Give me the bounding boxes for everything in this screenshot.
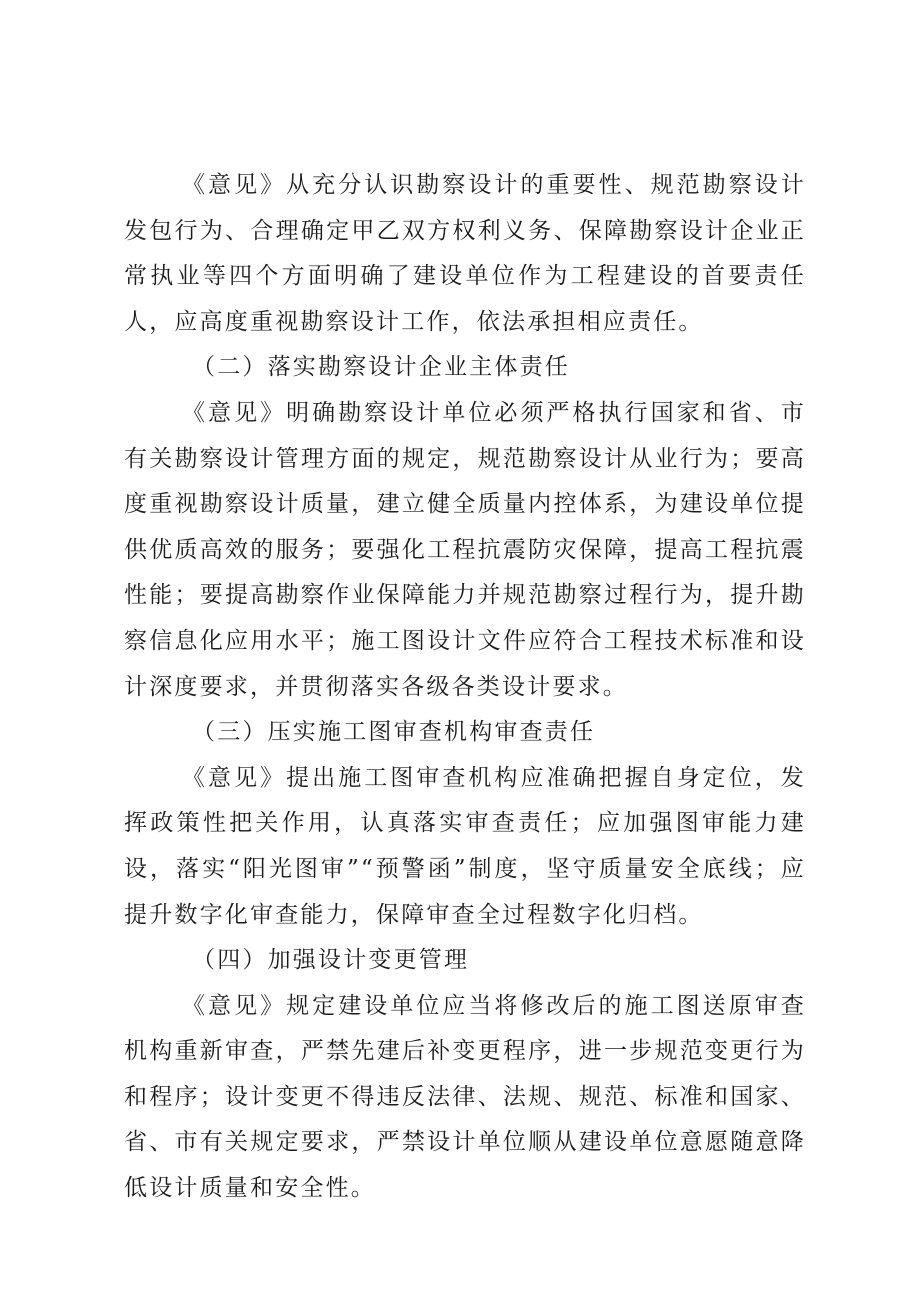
section-heading-4: （四）加强设计变更管理 (192, 947, 470, 974)
section-heading-3: （三）压实施工图审查机构审查责任 (192, 719, 596, 746)
paragraph-design-enterprise-responsibility: 《意见》明确勘察设计单位必须严格执行国家和省、市有关勘察设计管理方面的规定，规范勘察设计从业行为；要高度重视勘察设计质量，建立健全质量内控体系，为建设单位提供优质高效的服务；要强化工程抗震防灾保障，提高工程抗震性能；要提高勘察作业保障能力并规范勘察过程行为，提升勘察信息化应用水平；施工图设计文件应符合工程技术标准和设计深度要求，并贯彻落实各级各类设计要求。 (124, 399, 806, 700)
paragraph-building-unit-responsibility: 《意见》从充分认识勘察设计的重要性、规范勘察设计发包行为、合理确定甲乙双方权利义务、保障勘察设计企业正常执业等四个方面明确了建设单位作为工程建设的首要责任人，应高度重视勘察设计工作，依法承担相应责任。 (124, 172, 806, 335)
section-heading-2: （二）落实勘察设计企业主体责任 (192, 354, 570, 381)
document-body (124, 163, 806, 1212)
paragraph-design-change-management: 《意见》规定建设单位应当将修改后的施工图送原审查机构重新审查，严禁先建后补变更程序，进一步规范变更行为和程序；设计变更不得违反法律、法规、规范、标准和国家、省、市有关规定要求，严禁设计单位顺从建设单位意愿随意降低设计质量和安全性。 (124, 992, 806, 1202)
paragraph-review-agency-responsibility: 《意见》提出施工图审查机构应准确把握自身定位，发挥政策性把关作用，认真落实审查责任；应加强图审能力建设，落实“阳光图审”“预警函”制度，坚守质量安全底线；应提升数字化审查能力，保障审查全过程数字化归档。 (124, 764, 806, 928)
